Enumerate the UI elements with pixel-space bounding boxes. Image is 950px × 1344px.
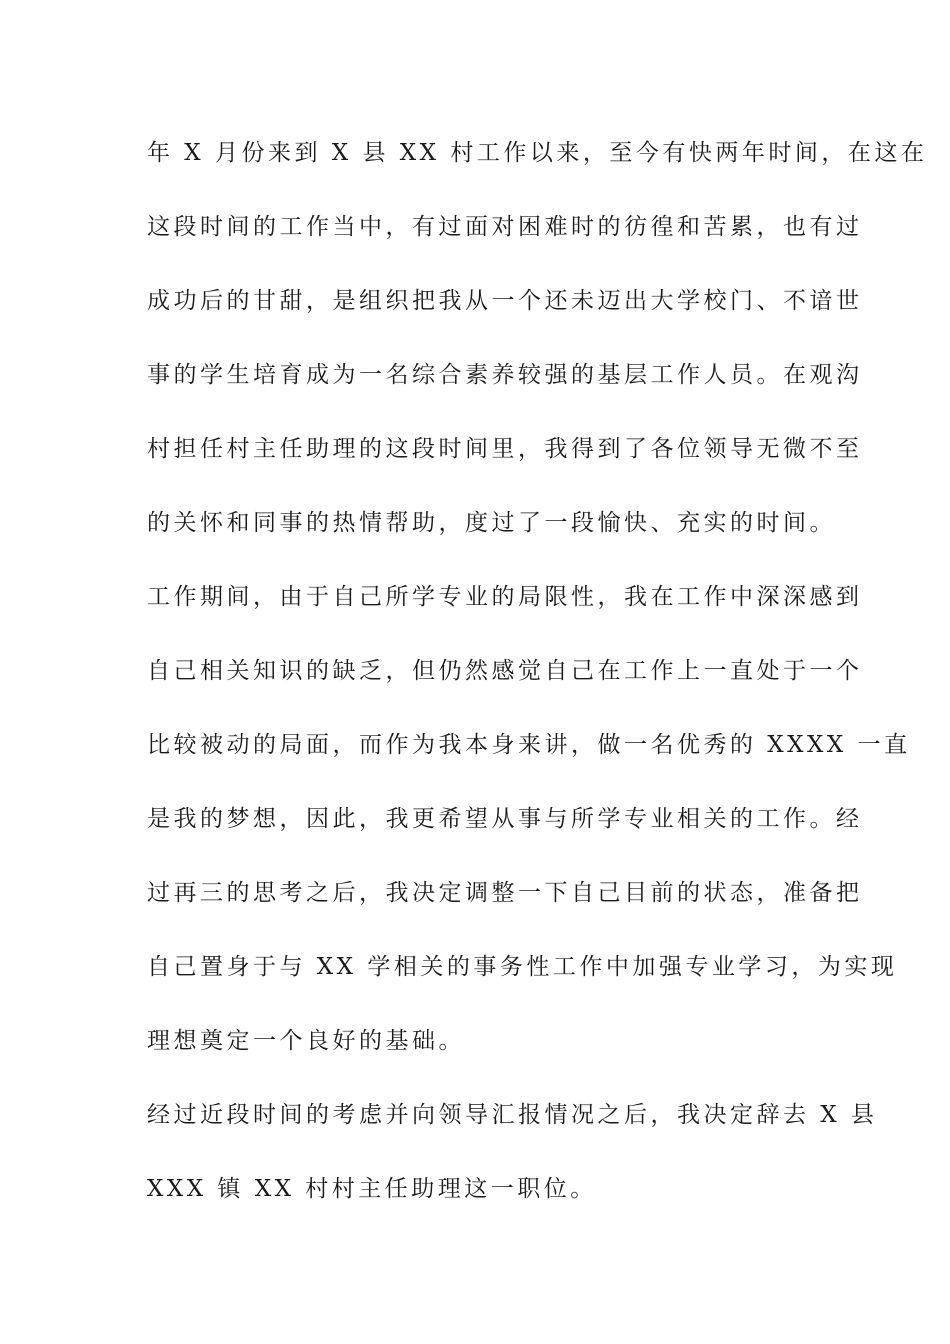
text-line: 过再三的思考之后，我决定调整一下自己目前的状态，准备把 — [147, 880, 863, 906]
document-body — [147, 129, 928, 1239]
text-line: 事的学生培育成为一名综合素养较强的基层工作人员。在观沟 — [147, 362, 863, 388]
text-line: 理想奠定一个良好的基础。 — [147, 1028, 465, 1054]
text-line: 成功后的甘甜，是组织把我从一个还未迈出大学校门、不谙世 — [147, 288, 863, 314]
text-line: 年 X 月份来到 X 县 XX 村工作以来，至今有快两年时间，在这在 — [147, 140, 928, 166]
text-line: 这段时间的工作当中，有过面对困难时的彷徨和苦累，也有过 — [147, 214, 863, 240]
text-line: XXX 镇 XX 村村主任助理这一职位。 — [147, 1176, 597, 1202]
text-line: 的关怀和同事的热情帮助，度过了一段愉快、充实的时间。 — [147, 510, 836, 536]
text-line: 经过近段时间的考虑并向领导汇报情况之后，我决定辞去 X 县 — [147, 1102, 878, 1128]
text-line: 是我的梦想，因此，我更希望从事与所学专业相关的工作。经 — [147, 806, 863, 832]
text-line: 工作期间，由于自己所学专业的局限性，我在工作中深深感到 — [147, 584, 863, 610]
text-line: 自己置身于与 XX 学相关的事务性工作中加强专业学习，为实现 — [147, 954, 898, 980]
text-line: 比较被动的局面，而作为我本身来讲，做一名优秀的 XXXX 一直 — [147, 732, 911, 758]
text-line: 自己相关知识的缺乏，但仍然感觉自己在工作上一直处于一个 — [147, 658, 863, 684]
text-line: 村担任村主任助理的这段时间里，我得到了各位领导无微不至 — [147, 436, 863, 462]
